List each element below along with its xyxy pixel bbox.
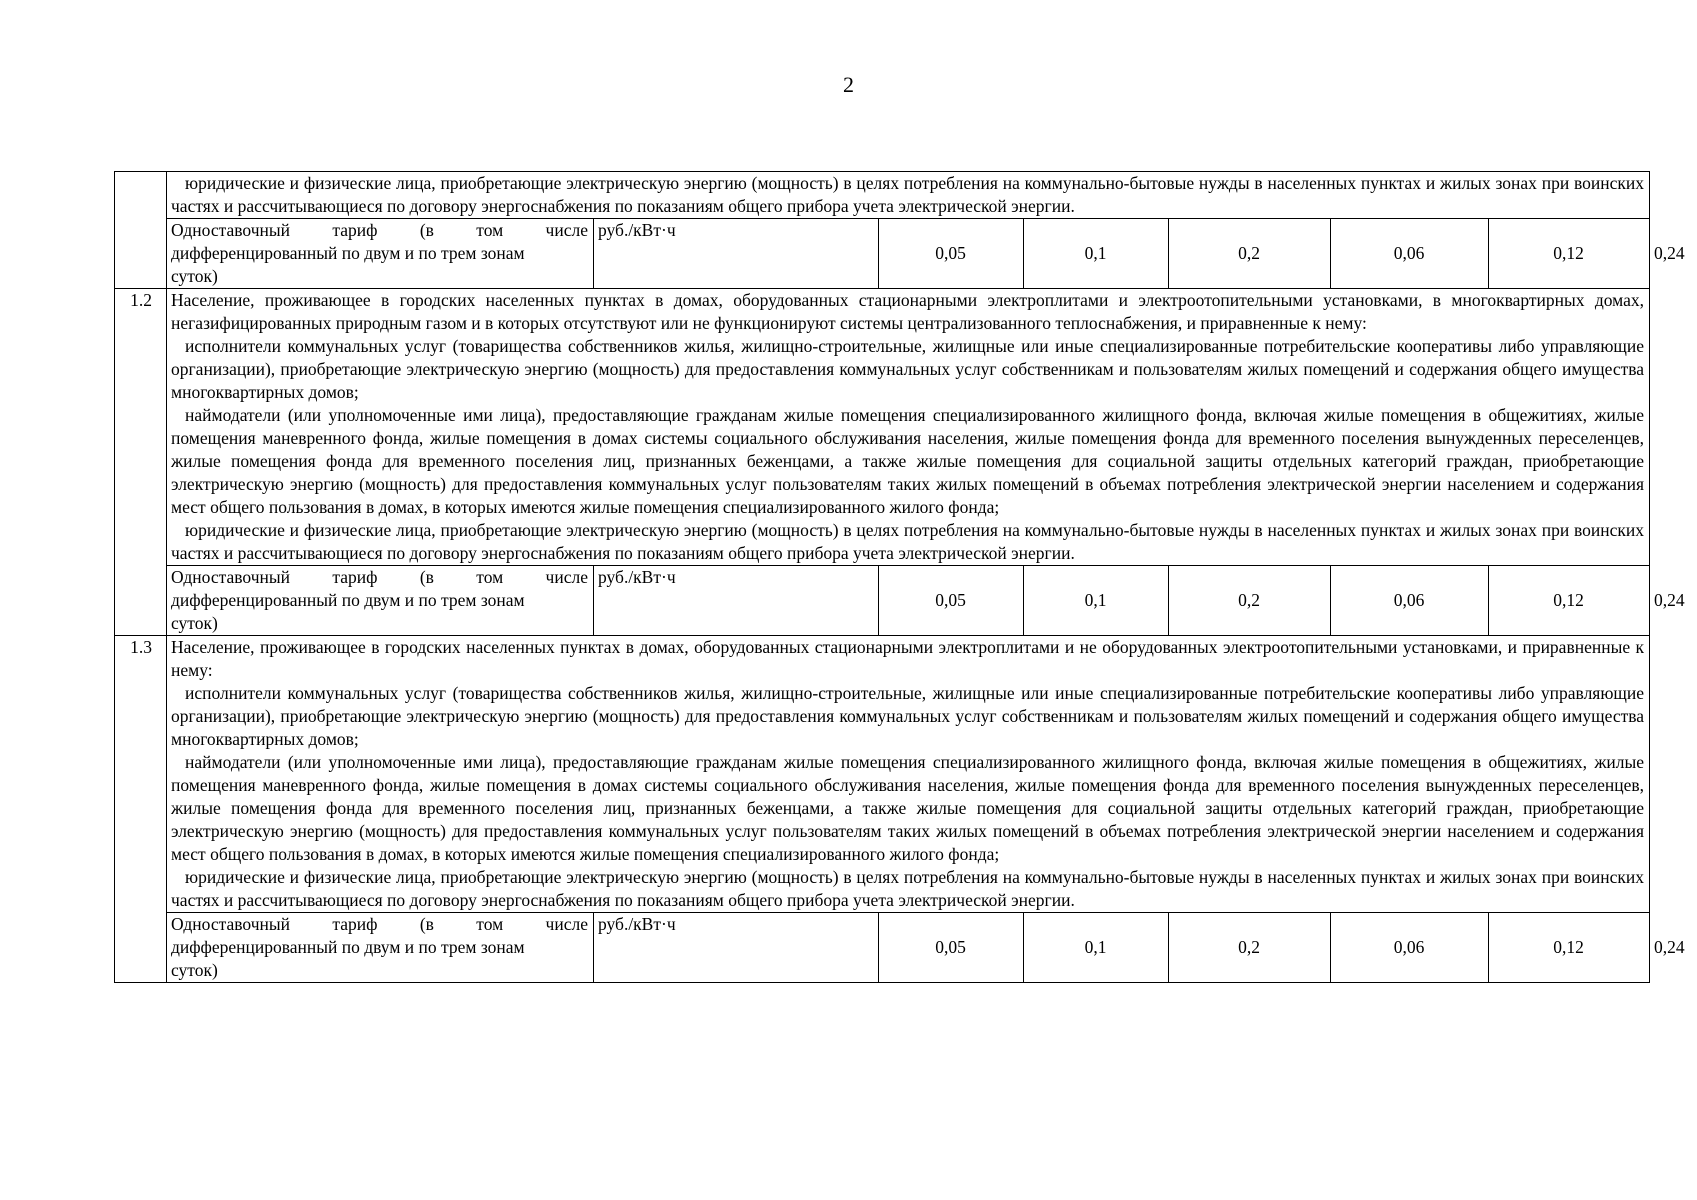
unit-cell: руб./кВт·ч (594, 913, 879, 983)
section-heading: Население, проживающее в городских населенных пунктах в домах, оборудованных стационарными электроплитами и не оборудованных электроотопительными установками, и приравненные к нему: (171, 637, 1645, 680)
tariff-label-line3: суток) (171, 266, 218, 286)
tariff-value-cell: 0,1 (1024, 219, 1169, 289)
tariff-label-line1: Одноставочный тариф (в том числе (171, 220, 588, 240)
landlords-paragraph: наймодатели (или уполномоченные ими лица), предоставляющие гражданам жилые помещения специализированного жилищного фонда, включая жилые помещения в общежитиях, жилые помещения маневренного фонда, жилые помещения в домах системы социального обслуживания населения, жилые помещения фонда для временного поселения вынужденных переселенцев, жилые помещения фонда для временного поселения лиц, признанных беженцами, а также жилые помещения для социальной защиты отдельных категорий граждан, приобретающие электрическую энергию (мощность) для предоставления коммунальных услуг пользователям таких жилых помещений в объемах потребления электрической энергии населением и содержания мест общего пользования в домах, в которых имеются жилые помещения специализированного жилого фонда; (171, 405, 1645, 517)
tariff-label (167, 913, 594, 983)
utility-providers-paragraph: исполнители коммунальных услуг (товарищества собственников жилья, жилищно-строительные, жилищные или иные специализированные потребительские кооперативы либо управляющие организации), приобретающие электрическую энергию (мощность) для предоставления коммунальных услуг собственникам и пользователям жилых помещений и содержания общего имущества многоквартирных домов; (171, 336, 1645, 402)
section-description (167, 172, 1650, 219)
tariff-row: Одноставочный тариф (в том числе дифференцированный по двум и по трем зонам суток) руб./кВт·ч 0,05 0,1 0,2 0,06 0,12 0,24 (115, 219, 1650, 289)
tariff-value-cell: 0,06 (1331, 913, 1489, 983)
tariff-label (167, 219, 594, 289)
section-description-row (115, 289, 1650, 566)
section-description (167, 636, 1650, 913)
tariff-label-line1: Одноставочный тариф (в том числе (171, 567, 588, 587)
section-description-row (115, 636, 1650, 913)
tariff-value-cell: 0,1 (1024, 913, 1169, 983)
tariff-value-cell: 0,06 (1331, 219, 1489, 289)
tariff-label-line2: дифференцированный по двум и по трем зонам (171, 590, 525, 610)
section-description (167, 289, 1650, 566)
tariff-value-cell: 0,2 (1169, 566, 1331, 636)
legal-entities-paragraph: юридические и физические лица, приобретающие электрическую энергию (мощность) в целях потребления на коммунально-бытовые нужды в населенных пунктах и жилых зонах при воинских частях и рассчитывающиеся по договору энергоснабжения по показаниям общего прибора учета электрической энергии. (171, 520, 1645, 563)
tariff-table (114, 171, 1685, 983)
tariff-value-cell: 0,05 (879, 219, 1024, 289)
legal-entities-paragraph: юридические и физические лица, приобретающие электрическую энергию (мощность) в целях потребления на коммунально-бытовые нужды в населенных пунктах и жилых зонах при воинских частях и рассчитывающиеся по договору энергоснабжения по показаниям общего прибора учета электрической энергии. (171, 173, 1645, 216)
unit-cell: руб./кВт·ч (594, 219, 879, 289)
section-number-cell: 1.2 (115, 289, 167, 636)
tariff-value-cell: 0,12 (1489, 219, 1650, 289)
utility-providers-paragraph: исполнители коммунальных услуг (товарищества собственников жилья, жилищно-строительные, жилищные или иные специализированные потребительские кооперативы либо управляющие организации), приобретающие электрическую энергию (мощность) для предоставления коммунальных услуг собственникам и пользователям жилых помещений и содержания общего имущества многоквартирных домов; (171, 683, 1645, 749)
tariff-value-cell: 0,2 (1169, 219, 1331, 289)
legal-entities-paragraph: юридические и физические лица, приобретающие электрическую энергию (мощность) в целях потребления на коммунально-бытовые нужды в населенных пунктах и жилых зонах при воинских частях и рассчитывающиеся по договору энергоснабжения по показаниям общего прибора учета электрической энергии. (171, 867, 1645, 910)
tariff-label-line2: дифференцированный по двум и по трем зонам (171, 243, 525, 263)
tariff-value-cell: 0,05 (879, 913, 1024, 983)
section-continued-description-row (115, 172, 1650, 219)
landlords-paragraph: наймодатели (или уполномоченные ими лица), предоставляющие гражданам жилые помещения специализированного жилищного фонда, включая жилые помещения в общежитиях, жилые помещения маневренного фонда, жилые помещения в домах системы социального обслуживания населения, жилые помещения фонда для временного поселения вынужденных переселенцев, жилые помещения фонда для временного поселения лиц, признанных беженцами, а также жилые помещения для социальной защиты отдельных категорий граждан, приобретающие электрическую энергию (мощность) для предоставления коммунальных услуг пользователям таких жилых помещений в объемах потребления электрической энергии населением и содержания мест общего пользования в домах, в которых имеются жилые помещения специализированного жилого фонда; (171, 752, 1645, 864)
tariff-value-cell: 0,12 (1489, 566, 1650, 636)
tariff-label-line3: суток) (171, 960, 218, 980)
section-heading: Население, проживающее в городских населенных пунктах в домах, оборудованных стационарными электроплитами и электроотопительными установками, в многоквартирных домах, негазифицированных природным газом и в которых отсутствуют или не функционируют системы централизованного теплоснабжения, и приравненные к нему: (171, 290, 1645, 333)
tariff-value-cell: 0,06 (1331, 566, 1489, 636)
tariff-value-cell: 0,05 (879, 566, 1024, 636)
tariff-label-line1: Одноставочный тариф (в том числе (171, 914, 588, 934)
page-number: 2 (843, 72, 854, 97)
tariff-row: Одноставочный тариф (в том числе дифференцированный по двум и по трем зонам суток) руб./кВт·ч 0,05 0,1 0,2 0,06 0,12 0,24 (115, 566, 1650, 636)
tariff-row: Одноставочный тариф (в том числе дифференцированный по двум и по трем зонам суток) руб./кВт·ч 0,05 0,1 0,2 0,06 0,12 0,24 (115, 913, 1650, 983)
tariff-label (167, 566, 594, 636)
section-number-cell: 1.3 (115, 636, 167, 983)
tariff-value-cell: 0,12 (1489, 913, 1650, 983)
tariff-label-line3: суток) (171, 613, 218, 633)
unit-cell: руб./кВт·ч (594, 566, 879, 636)
tariff-label-line2: дифференцированный по двум и по трем зонам (171, 937, 525, 957)
section-number-cell (115, 172, 167, 289)
tariff-value-cell: 0,1 (1024, 566, 1169, 636)
tariff-value-cell: 0,2 (1169, 913, 1331, 983)
